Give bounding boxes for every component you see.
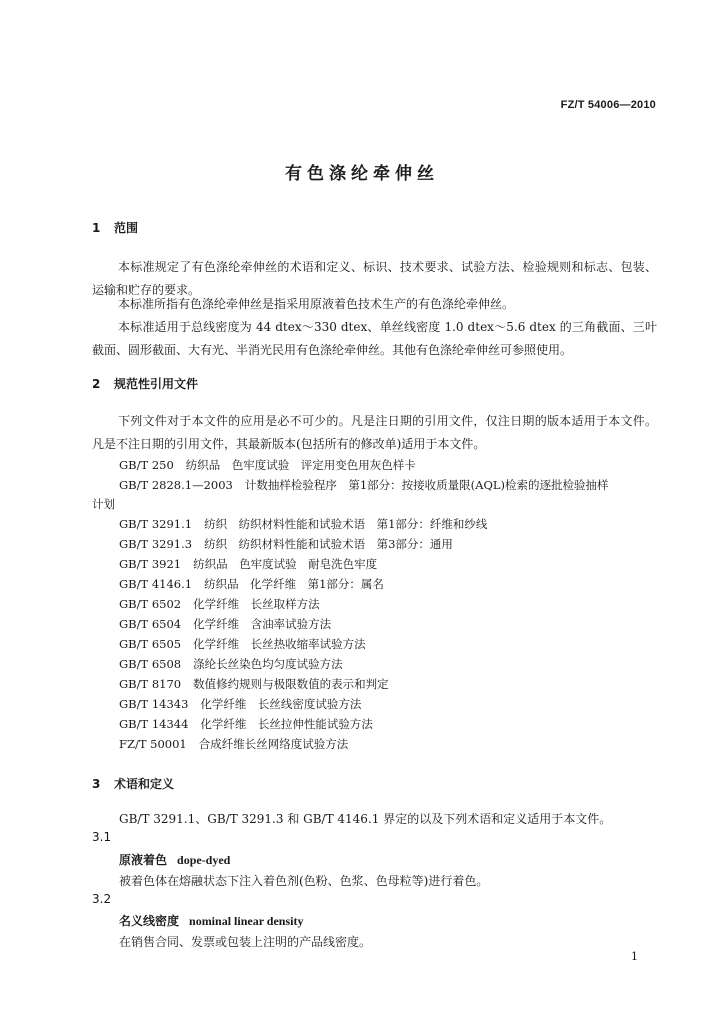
- reference-code: GB/T 3291.3: [119, 537, 193, 551]
- term-number: 3.1: [92, 830, 112, 844]
- section-number: 2: [92, 377, 101, 391]
- reference-code: GB/T 6502: [119, 597, 182, 611]
- reference-item: [119, 536, 453, 552]
- reference-code: GB/T 6508: [119, 657, 182, 671]
- reference-title: 合成纤维长丝网络度试验方法: [198, 737, 349, 751]
- reference-item: [119, 736, 348, 752]
- reference-title: 化学纤维 长丝拉伸性能试验方法: [200, 717, 373, 731]
- reference-item: [119, 636, 366, 652]
- section-3-heading: [92, 775, 174, 792]
- section-2-heading: [92, 375, 198, 392]
- page-number: 1: [631, 950, 638, 963]
- reference-code: FZ/T 50001: [119, 737, 187, 751]
- section-1-paragraph: 本标准所指有色涤纶牵伸丝是指采用原液着色技术生产的有色涤纶牵伸丝。: [118, 297, 515, 311]
- reference-title: 化学纤维 长丝取样方法: [193, 597, 320, 611]
- reference-title: 化学纤维 含油率试验方法: [193, 617, 332, 631]
- reference-code: GB/T 250: [119, 458, 174, 472]
- reference-title: 化学纤维 长丝线密度试验方法: [200, 697, 362, 711]
- term-name: [119, 912, 303, 929]
- reference-title: 化学纤维 长丝热收缩率试验方法: [193, 637, 366, 651]
- term-number: 3.2: [92, 892, 112, 906]
- reference-code: GB/T 6504: [119, 617, 182, 631]
- section-2-intro: 下列文件对于本文件的应用是必不可少的。凡是注日期的引用文件，仅注日期的版本适用于本文件。凡是不注日期的引用文件，其最新版本(包括所有的修改单)适用于本文件。: [92, 414, 657, 451]
- section-1-paragraph: 本标准规定了有色涤纶牵伸丝的术语和定义、标识、技术要求、试验方法、检验规则和标志、包装、运输和贮存的要求。: [92, 260, 657, 297]
- reference-code: GB/T 14343: [119, 697, 189, 711]
- section-title: 术语和定义: [114, 777, 175, 791]
- reference-code: GB/T 3291.1: [119, 517, 193, 531]
- reference-code: GB/T 2828.1—2003: [119, 478, 233, 492]
- reference-continuation: 计划: [92, 497, 115, 511]
- reference-title: 纺织品 色牢度试验 耐皂洗色牢度: [193, 557, 378, 571]
- reference-item: [119, 516, 487, 532]
- section-1-heading: [92, 219, 138, 236]
- reference-code: GB/T 14344: [119, 717, 189, 731]
- reference-code: GB/T 3921: [119, 557, 182, 571]
- reference-title: 数值修约规则与极限数值的表示和判定: [193, 677, 389, 691]
- section-3-intro: GB/T 3291.1、GB/T 3291.3 和 GB/T 4146.1 界定的以及下列术语和定义适用于本文件。: [119, 812, 612, 826]
- reference-item: [119, 556, 377, 572]
- standard-code: FZ/T 54006—2010: [560, 99, 656, 111]
- reference-item: [119, 616, 331, 632]
- reference-code: GB/T 4146.1: [119, 577, 193, 591]
- section-1-paragraph: 本标准适用于总线密度为 44 dtex～330 dtex、单丝线密度 1.0 dtex～5.6 dtex 的三角截面、三叶截面、圆形截面、大有光、半消光民用有色涤纶牵伸丝。其他有色涤纶牵伸丝可参照使用。: [92, 320, 657, 357]
- document-title: 有色涤纶牵伸丝: [285, 164, 439, 184]
- reference-item: [119, 716, 373, 732]
- reference-item: [119, 676, 389, 692]
- term-definition: 在销售合同、发票或包装上注明的产品线密度。: [119, 935, 372, 949]
- term-name-en: nominal linear density: [189, 914, 304, 928]
- reference-item: [119, 477, 609, 493]
- reference-item: [119, 696, 361, 712]
- reference-title: 涤纶长丝染色均匀度试验方法: [193, 657, 343, 671]
- reference-title: 纺织品 色牢度试验 评定用变色用灰色样卡: [185, 458, 416, 472]
- section-title: 范围: [114, 221, 139, 235]
- reference-title: 纺织品 化学纤维 第1部分：属名: [204, 577, 384, 591]
- reference-item: [119, 596, 320, 612]
- reference-item: [119, 576, 384, 592]
- section-number: 3: [92, 777, 101, 791]
- reference-title: 纺织 纺织材料性能和试验术语 第3部分：通用: [204, 537, 453, 551]
- reference-code: GB/T 6505: [119, 637, 182, 651]
- term-name-en: dope-dyed: [177, 853, 231, 867]
- reference-item: [119, 656, 343, 672]
- term-name: [119, 851, 230, 868]
- section-number: 1: [92, 221, 101, 235]
- section-title: 规范性引用文件: [114, 377, 199, 391]
- term-definition: 被着色体在熔融状态下注入着色剂(色粉、色浆、色母粒等)进行着色。: [119, 874, 489, 888]
- reference-item: [119, 457, 416, 473]
- reference-title: 纺织 纺织材料性能和试验术语 第1部分：纤维和纱线: [204, 517, 488, 531]
- term-name-zh: 原液着色: [119, 853, 168, 867]
- reference-code: GB/T 8170: [119, 677, 182, 691]
- term-name-zh: 名义线密度: [119, 914, 180, 928]
- reference-title: 计数抽样检验程序 第1部分：按接收质量限(AQL)检索的逐批检验抽样: [244, 478, 609, 492]
